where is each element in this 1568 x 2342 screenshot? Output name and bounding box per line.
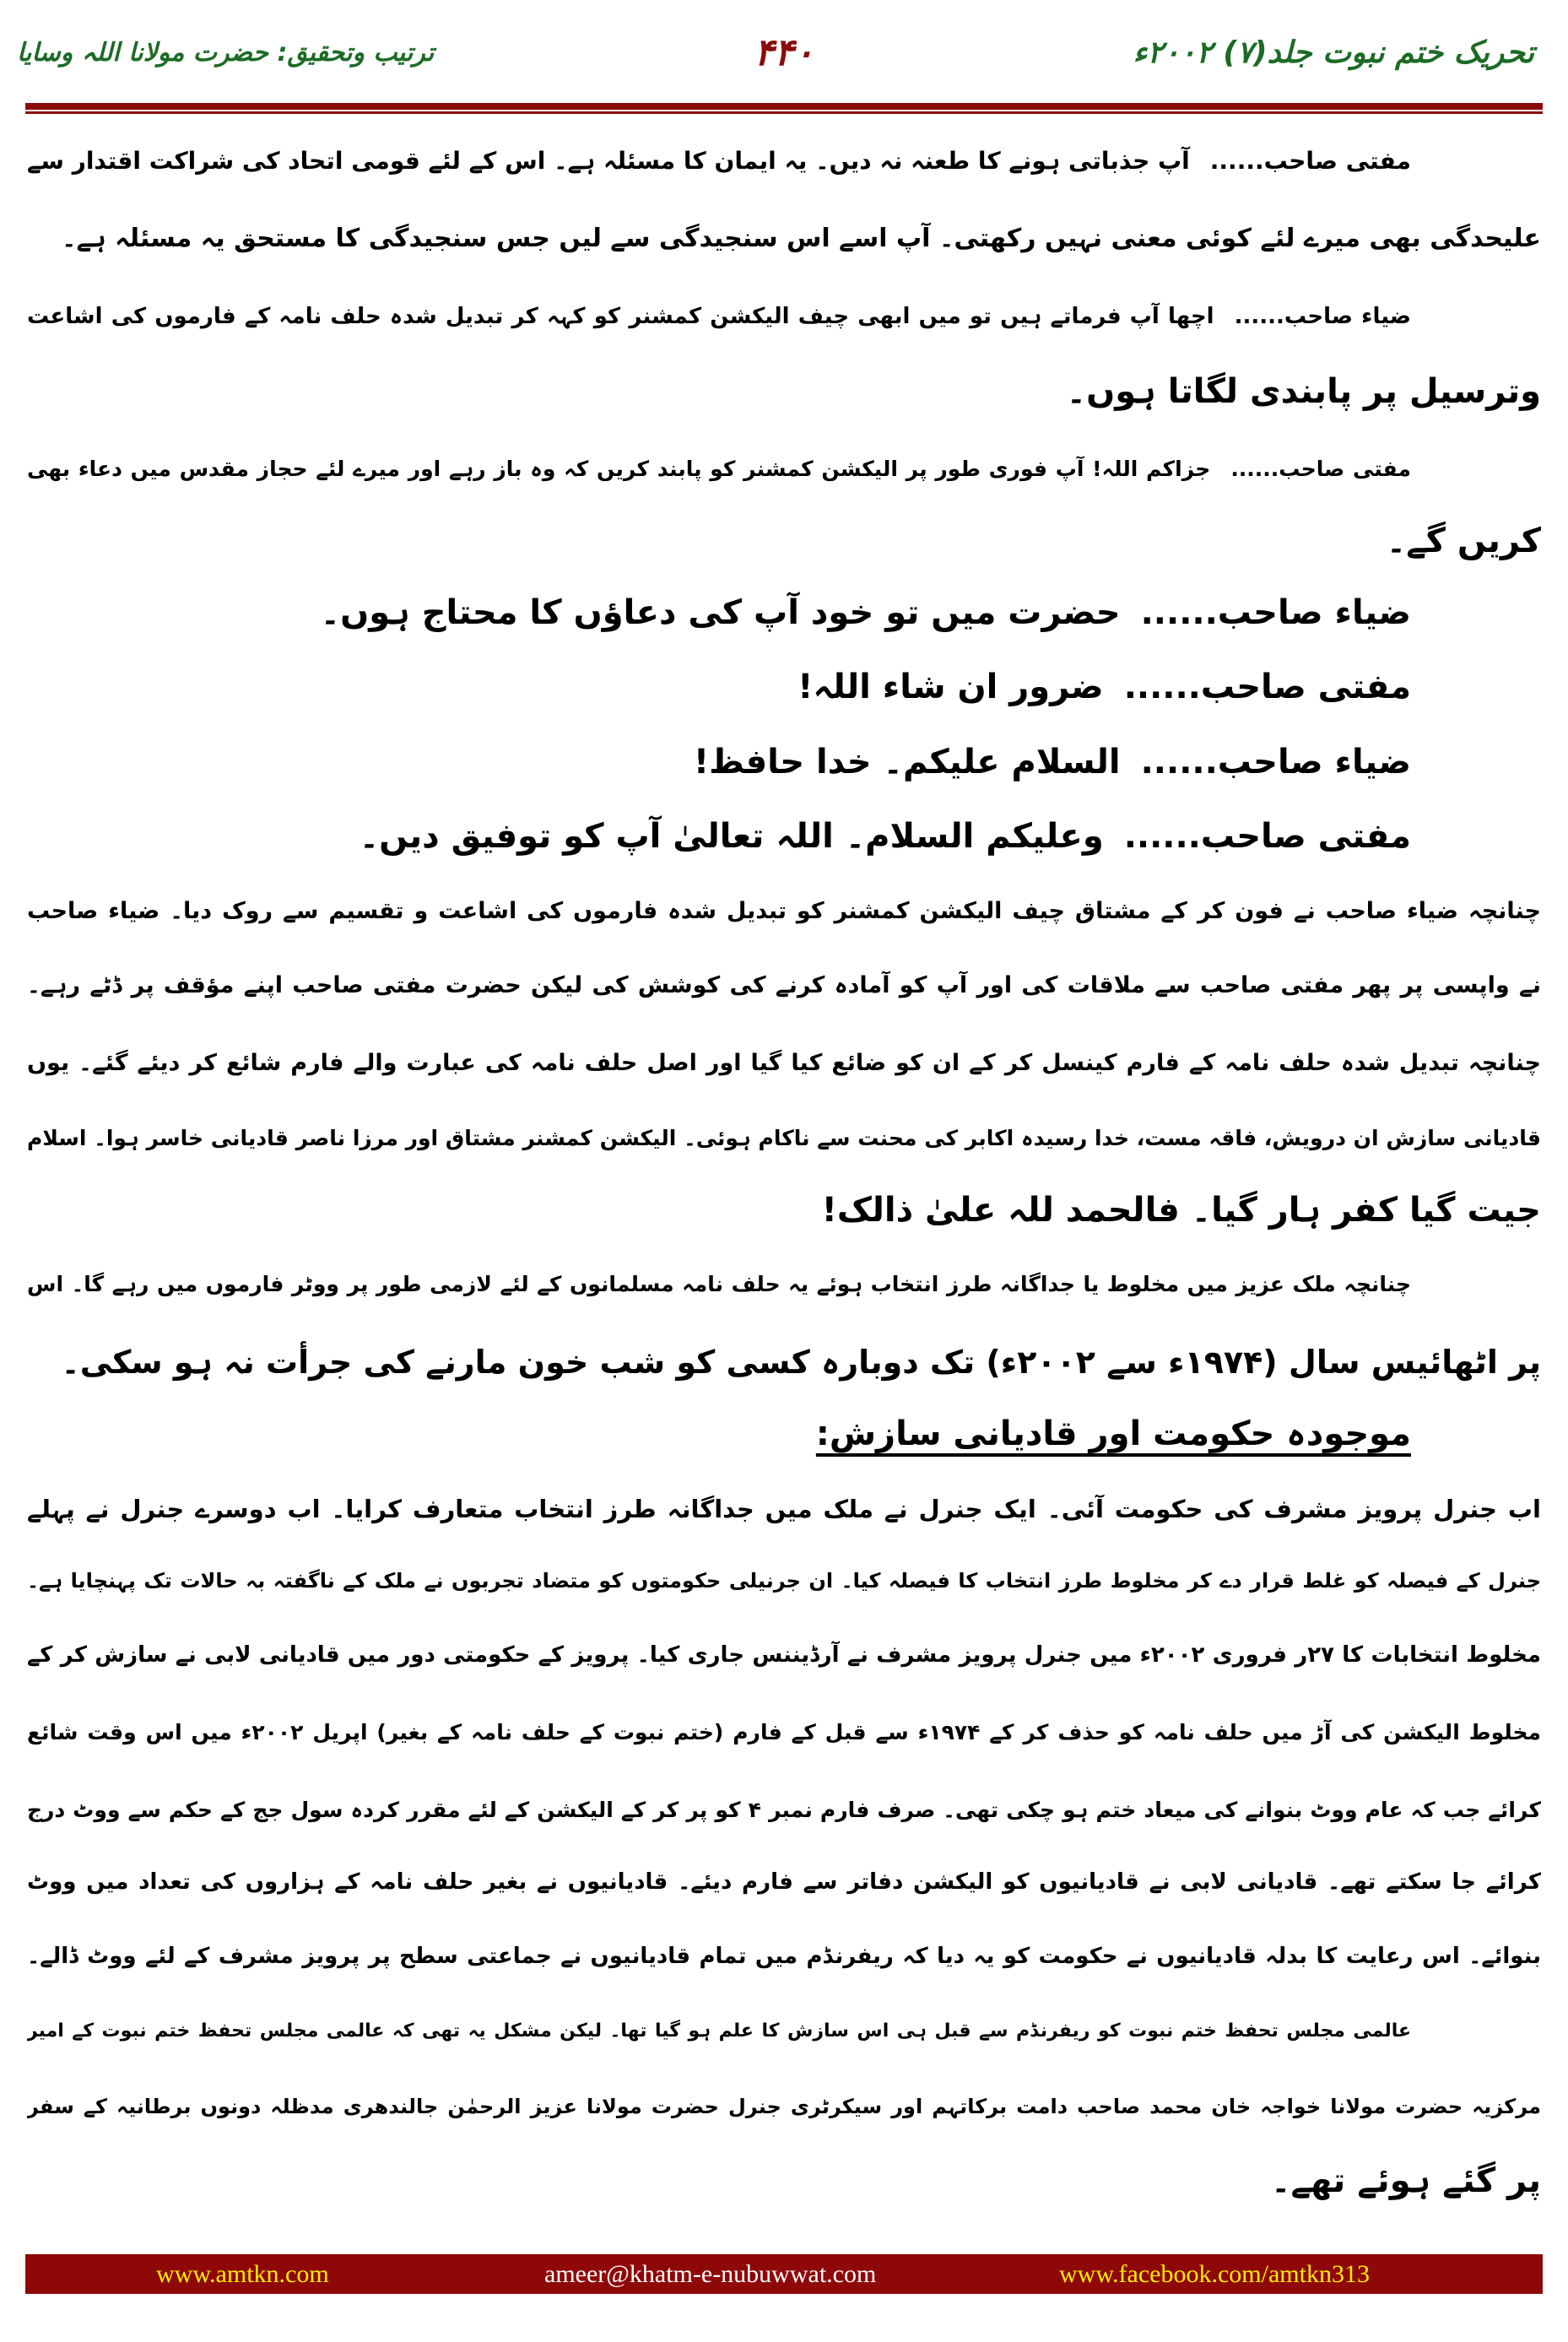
dialogue-line (27, 283, 1411, 350)
paragraph-line: بنوائے۔ اس رعایت کا بدلہ قادیانیوں نے حکومت کو یہ دیا کہ ریفرنڈم میں تمام قادیانیوں نے جماعتی سطح پر پرویز مشرف کے لئے ووٹ ڈالے۔ (27, 1944, 1541, 1969)
paragraph-line: کرائے جب کہ عام ووٹ بنوانے کی میعاد ختم ہو چکی تھی۔ صرف فارم نمبر ۴ کو پر کر کے الیکشن کے لئے مقرر کردہ سول جج کے حکم سے ووٹ درج (27, 1798, 1541, 1822)
paragraph-line: عالمی مجلس تحفظ ختم نبوت کو ریفرنڈم سے قبل ہی اس سازش کا علم ہو گیا تھا۔ لیکن مشکل یہ تھی کہ عالمی مجلس تحفظ ختم نبوت کے امیر (27, 2020, 1411, 2042)
header-rule-thin (25, 111, 1543, 114)
paragraph-line: چنانچہ تبدیل شدہ حلف نامہ کے فارم کینسل کر کے ان کو ضائع کیا گیا اور اصل حلف نامہ کی عبارت والے فارم شائع کر دیئے گئے۔ یوں (27, 1050, 1541, 1076)
speech-text: ضرور ان شاء اللہ! (798, 668, 1104, 706)
speech-text: آپ جذباتی ہونے کا طعنہ نہ دیں۔ یہ ایمان کا مسئلہ ہے۔ اس کے لئے قومی اتحاد کی شراکت اقتدار سے (27, 147, 1190, 175)
speech-text: اچھا آپ فرماتے ہیں تو میں ابھی چیف الیکشن کمشنر کو کہہ کر تبدیل شدہ حلف نامہ کے فارموں کی اشاعت (27, 304, 1214, 329)
speaker-label: ضیاء صاحب...... (1140, 593, 1411, 632)
paragraph-line: مرکزیہ حضرت مولانا خواجہ خان محمد صاحب دامت برکاتہم اور سیکرٹری جنرل حضرت مولانا عزیز الرحمٰن جالندھری مدظلہ دونوں برطانیہ کے سفر (27, 2095, 1541, 2118)
dialogue-continuation: کریں گے۔ (1386, 522, 1541, 560)
speech-text: جزاکم اللہ! آپ فوری طور پر الیکشن کمشنر کو پابند کریں کہ وہ باز رہے اور میرے لئے حجاز مقدس میں دعاء بھی (27, 457, 1211, 481)
email-link[interactable]: ameer@khatm-e-nubuwwat.com (544, 2260, 877, 2288)
paragraph-line: نے واپسی پر پھر مفتی صاحب سے ملاقات کی اور آپ کو آمادہ کرنے کی کوشش کی لیکن حضرت مفتی صاحب اپنے مؤقف پر ڈٹے رہے۔ (27, 972, 1541, 998)
dialogue-continuation: وترسیل پر پابندی لگاتا ہوں۔ (1066, 372, 1541, 411)
dialogue-line (27, 728, 1411, 796)
facebook-link[interactable]: www.facebook.com/amtkn313 (1059, 2260, 1370, 2288)
speech-text: السلام علیکم۔ خدا حافظ! (693, 743, 1121, 782)
paragraph-line: مخلوط انتخابات کا ۲۷ر فروری ۲۰۰۲ء میں جنرل پرویز مشرف نے آرڈیننس جاری کیا۔ پرویز کے حکومتی دور میں قادیانی لابی نے سازش کر کے (27, 1642, 1541, 1668)
paragraph-line: کرائے جا سکتے تھے۔ قادیانی لابی نے قادیانیوں کو الیکشن دفاتر سے فارم دیئے۔ قادیانیوں نے بغیر حلف نامہ کے ہزاروں کی تعداد میں ووٹ (27, 1869, 1541, 1895)
paragraph-line: چنانچہ ضیاء صاحب نے فون کر کے مشتاق چیف الیکشن کمشنر کو تبدیل شدہ فارموں کی اشاعت و تقسیم سے روک دیا۔ ضیاء صاحب (27, 898, 1541, 924)
speaker-label: ضیاء صاحب...... (1140, 743, 1411, 782)
paragraph-line: جنرل کے فیصلہ کو غلط قرار دے کر مخلوط طرز انتخاب کا فیصلہ کیا۔ ان جرنیلی حکومتوں کو متضاد تجربوں نے ملک کے ناگفتہ بہ حالات تک پہنچایا ہے۔ (27, 1569, 1541, 1593)
header-rule-thick (25, 103, 1543, 110)
dialogue-line (27, 127, 1411, 195)
dialogue-line (27, 579, 1411, 646)
dialogue-continuation: علیحدگی بھی میرے لئے کوئی معنی نہیں رکھتی۔ آپ اسے اس سنجیدگی سے لیں جس سنجیدگی کا مستحق یہ مسئلہ ہے۔ (62, 224, 1541, 253)
book-title: تحریک ختم نبوت جلد(۷) ۲۰۰۲ء (1133, 35, 1534, 70)
paragraph-line: قادیانی سازش ان درویش، فاقہ مست، خدا رسیدہ اکابر کی محنت سے ناکام ہوئی۔ الیکشن کمشنر مشتاق اور مرزا ناصر قادیانی خاسر ہوا۔ اسلام (27, 1126, 1541, 1150)
speaker-label: مفتی صاحب...... (1230, 457, 1411, 481)
footer-bar (25, 2254, 1543, 2294)
paragraph-line: پر اٹھائیس سال (۱۹۷۴ء سے ۲۰۰۲ء) تک دوبارہ کسی کو شب خون مارنے کی جرأت نہ ہو سکی۔ (61, 1344, 1541, 1381)
paragraph-line: اب جنرل پرویز مشرف کی حکومت آئی۔ ایک جنرل نے ملک میں جداگانہ طرز انتخاب متعارف کرایا۔ اب دوسرے جنرل نے پہلے (27, 1495, 1541, 1523)
page-number: ۴۴۰ (754, 31, 814, 74)
closing-praise: فالحمد للہ علیٰ ذالک! (821, 1191, 1180, 1230)
compiler-credit: ترتیب وتحقیق: حضرت مولانا اللہ وسایا (17, 38, 435, 68)
section-heading: موجودہ حکومت اور قادیانی سازش: (815, 1414, 1411, 1453)
dialogue-line (27, 803, 1411, 870)
speech-text: حضرت میں تو خود آپ کی دعاؤں کا محتاج ہوں۔ (320, 593, 1121, 632)
speaker-label: مفتی صاحب...... (1209, 147, 1411, 175)
paragraph-line: مخلوط الیکشن کی آڑ میں حلف نامہ کو حذف کر کے ۱۹۷۴ء سے قبل کے فارم (ختم نبوت کے حلف نامہ کے بغیر) اپریل ۲۰۰۲ء میں اس وقت شائع (27, 1720, 1541, 1744)
dialogue-line (27, 435, 1411, 503)
dialogue-line (27, 653, 1411, 721)
speaker-label: مفتی صاحب...... (1123, 668, 1411, 706)
paragraph-line: چنانچہ ملک عزیز میں مخلوط یا جداگانہ طرز انتخاب ہوئے یہ حلف نامہ مسلمانوں کے لئے لازمی طور پر ووٹر فارموں میں رہے گا۔ اس (27, 1272, 1411, 1296)
paragraph-line: پر گئے ہوئے تھے۔ (1271, 2161, 1541, 2200)
paragraph-line (27, 1176, 1541, 1244)
speaker-label: ضیاء صاحب...... (1234, 304, 1411, 329)
website-link[interactable]: www.amtkn.com (156, 2260, 329, 2288)
speech-text: وعلیکم السلام۔ اللہ تعالیٰ آپ کو توفیق دیں۔ (359, 817, 1104, 856)
paragraph-text: جیت گیا کفر ہار گیا۔ (1191, 1191, 1541, 1230)
speaker-label: مفتی صاحب...... (1123, 817, 1411, 856)
